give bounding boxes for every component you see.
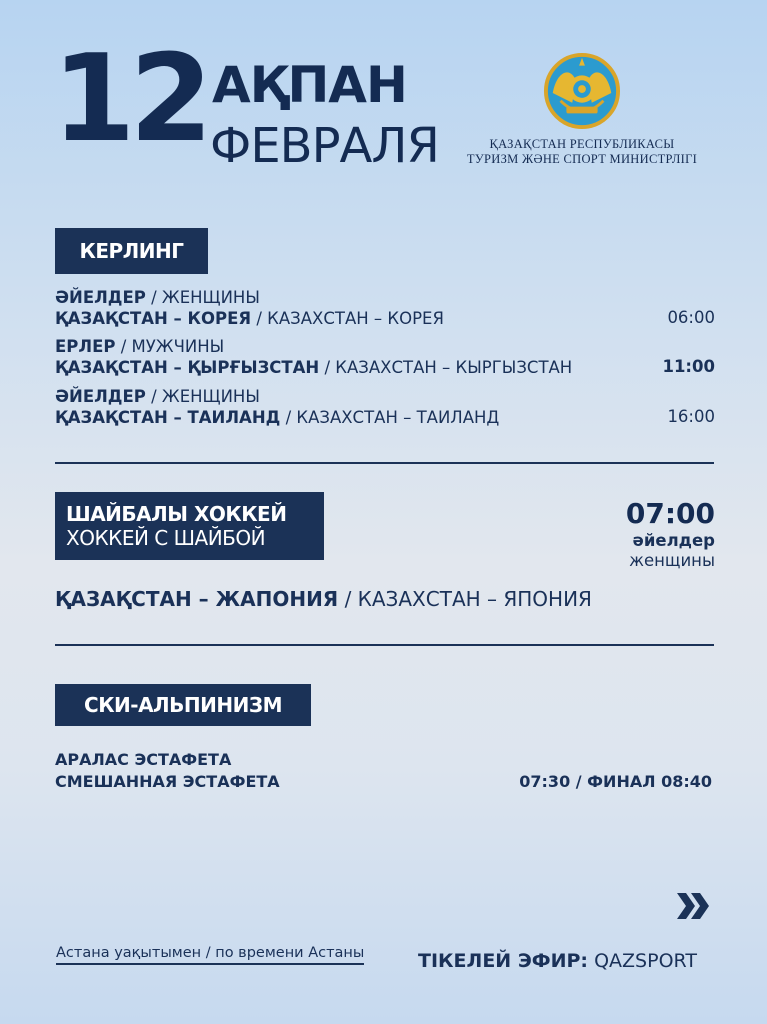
ministry-name: [452, 137, 712, 167]
match-teams: ҚАЗАҚСТАН – ТАИЛАНД / КАЗАХСТАН – ТАИЛАНД: [55, 408, 500, 427]
hockey-category-ru: женщины: [629, 551, 715, 570]
hockey-category-kz: әйелдер: [632, 531, 715, 550]
hockey-time: 07:00: [625, 497, 715, 530]
curling-match-3-time: 16:00: [667, 407, 715, 426]
ski-event-kz: АРАЛАС ЭСТАФЕТА: [55, 750, 232, 769]
curling-match-1-time: 06:00: [667, 308, 715, 327]
channel-name: QAZSPORT: [594, 950, 697, 972]
curling-label: КЕРЛИНГ: [55, 228, 208, 274]
match-category: ӘЙЕЛДЕР / ЖЕНЩИНЫ: [55, 387, 260, 406]
live-broadcast: [418, 950, 697, 972]
match-teams: ҚАЗАҚСТАН – ҚЫРҒЫЗСТАН / КАЗАХСТАН – КЫРГЫЗСТАН: [55, 358, 573, 377]
timezone-note: Астана уақытымен / по времени Астаны: [56, 945, 364, 965]
hockey-label-ru: ХОККЕЙ С ШАЙБОЙ: [66, 526, 266, 550]
ministry-line1: ҚАЗАҚСТАН РЕСПУБЛИКАСЫ: [489, 137, 675, 151]
curling-match-1: [55, 287, 715, 329]
ministry-line2: ТУРИЗМ ЖӘНЕ СПОРТ МИНИСТРЛІГІ: [466, 152, 698, 166]
ski-event-ru: СМЕШАННАЯ ЭСТАФЕТА: [55, 772, 280, 791]
match-teams: ҚАЗАҚСТАН – КОРЕЯ / КАЗАХСТАН – КОРЕЯ: [55, 309, 444, 328]
double-chevron-right-icon: [677, 893, 711, 919]
hockey-match: ҚАЗАҚСТАН – ЖАПОНИЯ / КАЗАХСТАН – ЯПОНИЯ: [55, 587, 592, 611]
curling-match-2: [55, 336, 715, 378]
month-kazakh: АҚПАН: [212, 56, 407, 114]
match-category: ЕРЛЕР / МУЖЧИНЫ: [55, 337, 225, 356]
section-divider: [55, 644, 714, 646]
section-divider: [55, 462, 714, 464]
match-category: ӘЙЕЛДЕР / ЖЕНЩИНЫ: [55, 288, 260, 307]
month-russian: ФЕВРАЛЯ: [210, 118, 439, 174]
curling-match-2-time: 11:00: [662, 357, 715, 376]
live-label: ТІКЕЛЕЙ ЭФИР:: [418, 950, 589, 972]
ski-time: 07:30 / ФИНАЛ 08:40: [519, 772, 712, 791]
ski-label: СКИ-АЛЬПИНИЗМ: [55, 684, 311, 726]
date-day: 12: [52, 30, 207, 169]
curling-match-3: [55, 386, 715, 428]
hockey-label: [55, 492, 324, 560]
hockey-label-kz: ШАЙБАЛЫ ХОККЕЙ: [66, 502, 287, 526]
state-emblem-icon: [543, 52, 621, 130]
